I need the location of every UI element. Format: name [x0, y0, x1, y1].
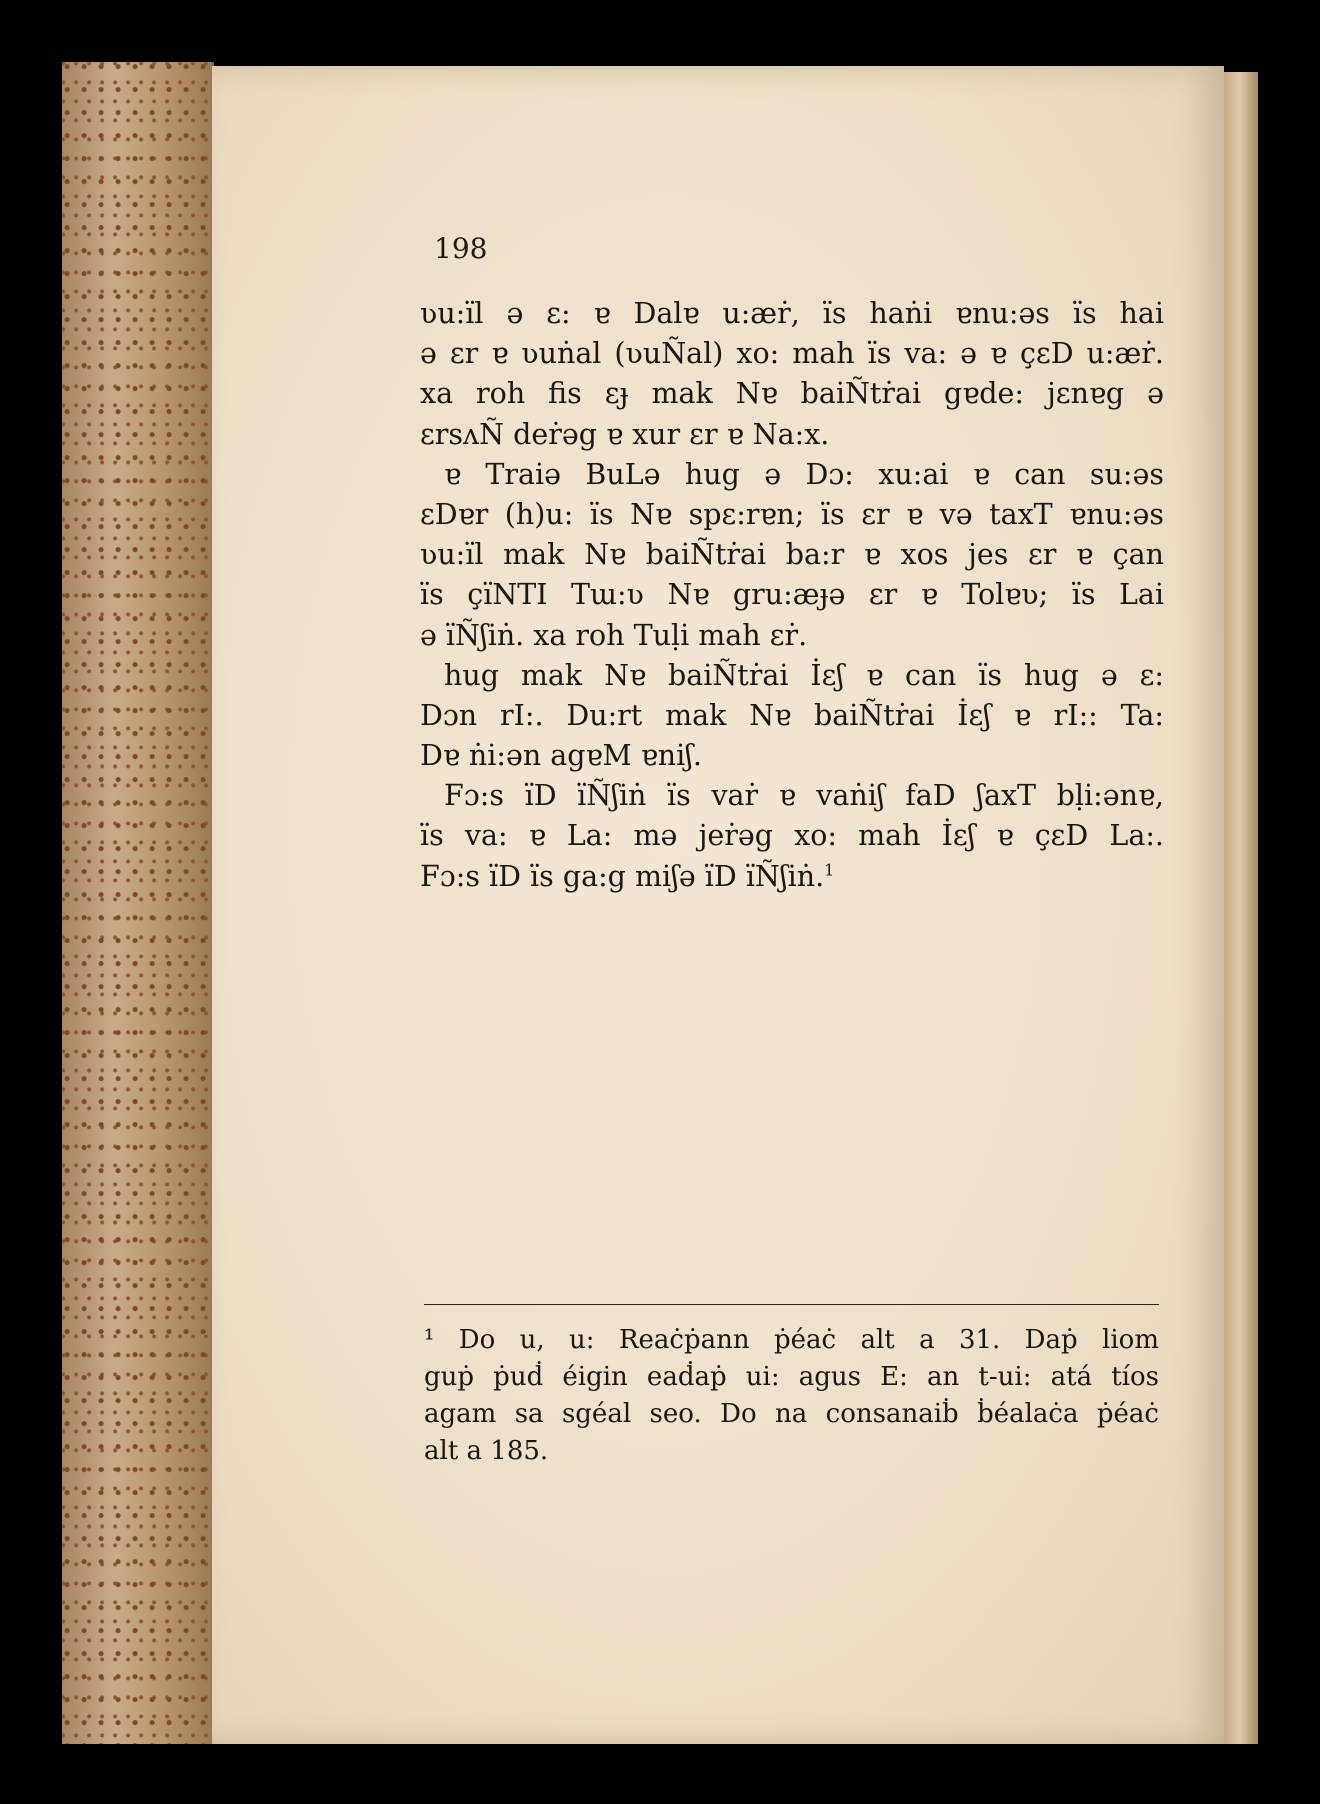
text-line: ɐ Traiə BuLə hug ə Dɔ: xu:ai ɐ can su:əs [444, 457, 1164, 491]
book-spine [1224, 72, 1258, 1744]
page-number: 198 [434, 232, 488, 265]
text-line: ïs çïNTI Tɯ:ʋ Nɐ gru:æɟə ɛr ɐ Tolɐʋ; ïs Lai [420, 578, 1164, 612]
text-line: ʋu:ïl ə ɛ: ɐ Dalɐ u:æṙ, ïs haṅi ɐnu:əs ïs hai [420, 297, 1164, 330]
text-line: ə ïÑʃiṅ. xa roh Tuḷi mah ɛṙ. [420, 618, 808, 652]
text-line: ïs va: ɐ La: mə jeṙəg xo: mah İɛʃ ɐ çɛD La:. [420, 819, 1164, 853]
main-text-block [420, 294, 1164, 897]
text-line: ʋu:ïl mak Nɐ baiÑtṙai ba:r ɐ xos jes ɛr ɐ çan [420, 538, 1164, 572]
text-line: Fɔ:s ïD ïÑʃiṅ ïs vaṙ ɐ vaṅiʃ faD ʃaxT bḷi:ənɐ, [444, 779, 1164, 813]
footnote-line: alt a 185. [424, 1436, 549, 1466]
footnote-line: ¹ Do u, u: Reaċṗann ṗéaċ alt a 31. Daṗ liom [424, 1325, 1159, 1355]
footnote-line: guṗ ṗuḋ éigin eaḋaṗ ui: agus E: an t-ui: atá tíos [424, 1362, 1159, 1392]
footnote-divider [424, 1304, 1159, 1305]
text-line: Dɔn rI:. Du:rt mak Nɐ baiÑtṙai İɛʃ ɐ rI:: Ta: [420, 698, 1164, 732]
text-line: xa roh fis ɛɟ mak Nɐ baiÑtṙai gɐde: jɛnɐg ə [420, 377, 1164, 411]
text-line: Dɐ ṅi:ən agɐM ɐniʃ. [420, 739, 702, 773]
book-page-edges [62, 62, 214, 1744]
text-line: ɛDɐr (h)u: ïs Nɐ spɛ:rɐn; ïs ɛr ɐ və taxT ɐnu:əs [420, 497, 1164, 531]
text-line: ə ɛr ɐ ʋuṅal (ʋuÑal) xo: mah ïs va: ə ɐ çɛD u:æṙ. [420, 337, 1164, 371]
text-line [420, 857, 1164, 897]
text-line: hug mak Nɐ baiÑtṙai İɛʃ ɐ can ïs hug ə ɛ: [444, 658, 1164, 692]
footnote-block [424, 1322, 1159, 1470]
text-line: ɛrsʌÑ deṙəg ɐ xur ɛr ɐ Na:x. [420, 417, 830, 451]
text-line-content: Fɔ:s ïD ïs ga:g miʃə ïD ïÑʃiṅ. [420, 859, 825, 893]
footnote-line: agam sa sgéal seo. Do na consanaiḃ ḃéalaċa ṗéaċ [424, 1399, 1159, 1429]
footnote-marker: 1 [824, 860, 835, 880]
